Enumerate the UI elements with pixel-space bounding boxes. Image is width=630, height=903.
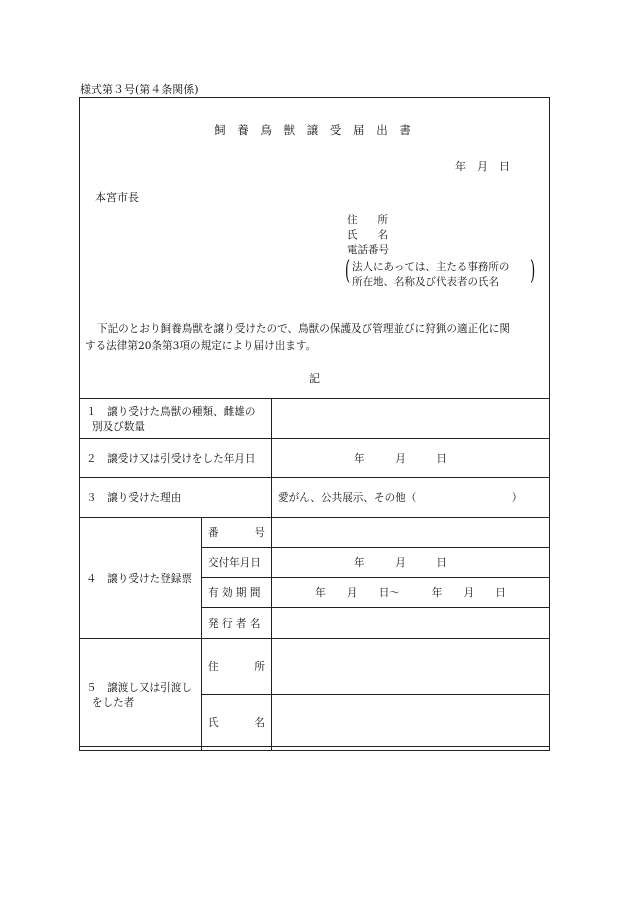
applicant-phone-label: 電話番号 xyxy=(347,244,389,256)
declaration-line1: 下記のとおり飼養鳥獣を譲り受けたので、鳥獣の保護及び管理並びに狩猟の適正化に関 xyxy=(97,323,510,335)
date-label: ２ 譲受け又は引受けをした年月日 xyxy=(80,439,272,478)
addr-char-b: 所 xyxy=(254,661,265,673)
transferor-address-label xyxy=(202,639,272,695)
ki-heading: 記 xyxy=(309,372,320,385)
submission-date: 年 月 日 xyxy=(455,160,510,173)
transferor-label-line2: をした者 xyxy=(92,696,135,709)
row-date xyxy=(80,439,550,478)
transferor-address-value[interactable] xyxy=(272,639,550,695)
issue-date-label: 交付年月日 xyxy=(202,548,272,578)
recipient: 本宮市長 xyxy=(95,191,139,204)
species-label-line2: 別及び数量 xyxy=(92,420,145,433)
name-char-b: 名 xyxy=(254,717,265,729)
validity-value[interactable]: 年 月 日～ 年 月 日 xyxy=(272,578,550,608)
row-transferor-address xyxy=(80,639,550,695)
issue-day: 日 xyxy=(436,557,447,569)
transferor-label xyxy=(80,639,202,751)
details-table xyxy=(79,398,550,751)
form-number: 様式第３号(第４条関係) xyxy=(80,83,199,96)
issuer-label: 発 行 者 名 xyxy=(202,608,272,639)
date-year: 年 xyxy=(354,452,365,465)
species-label-line1: １ 譲り受けた鳥獣の種類、雌雄の xyxy=(86,405,256,418)
declaration-text xyxy=(85,321,545,355)
number-char-a: 番 xyxy=(208,527,219,539)
applicant-name-label: 氏名 xyxy=(347,229,408,241)
row-reason xyxy=(80,478,550,518)
declaration-line2: する法律第20条第3項の規定により届け出ます。 xyxy=(85,340,317,352)
transferor-name-label xyxy=(202,695,272,751)
registration-number-label xyxy=(202,518,272,548)
reason-label: ３ 譲り受けた理由 xyxy=(80,478,272,518)
row-registration-number xyxy=(80,518,550,548)
date-value[interactable] xyxy=(272,439,550,478)
row-species xyxy=(80,399,550,439)
validity-label: 有 効 期 間 xyxy=(202,578,272,608)
species-label xyxy=(80,399,272,439)
right-bracket: ) xyxy=(529,256,535,286)
species-value[interactable] xyxy=(272,399,550,439)
issue-date-value[interactable] xyxy=(272,548,550,578)
corporation-note-line1: 法人にあっては、主たる事務所の xyxy=(352,261,510,273)
registration-number-value[interactable] xyxy=(272,518,550,548)
addr-char-a: 住 xyxy=(208,661,219,673)
number-char-b: 号 xyxy=(254,527,265,539)
form-title: 飼 養 鳥 獣 譲 受 届 出 書 xyxy=(214,123,415,137)
date-day: 日 xyxy=(436,452,447,465)
issue-month: 月 xyxy=(395,557,406,569)
registration-label: ４ 譲り受けた登録票 xyxy=(80,518,202,639)
corporation-note-line2: 所在地、名称及び代表者の氏名 xyxy=(352,276,499,288)
corporation-note xyxy=(345,257,535,287)
left-bracket: ( xyxy=(345,256,351,286)
issue-year: 年 xyxy=(354,557,365,569)
transferor-label-line1: ５ 譲渡し又は引渡し xyxy=(86,681,192,694)
name-char-a: 氏 xyxy=(208,717,219,729)
reason-value[interactable]: 愛がん、公共展示、その他（ ） xyxy=(272,478,550,518)
transferor-name-value[interactable] xyxy=(272,695,550,751)
applicant-address-label: 住所 xyxy=(347,214,408,226)
issuer-value[interactable] xyxy=(272,608,550,639)
date-month: 月 xyxy=(395,452,406,465)
